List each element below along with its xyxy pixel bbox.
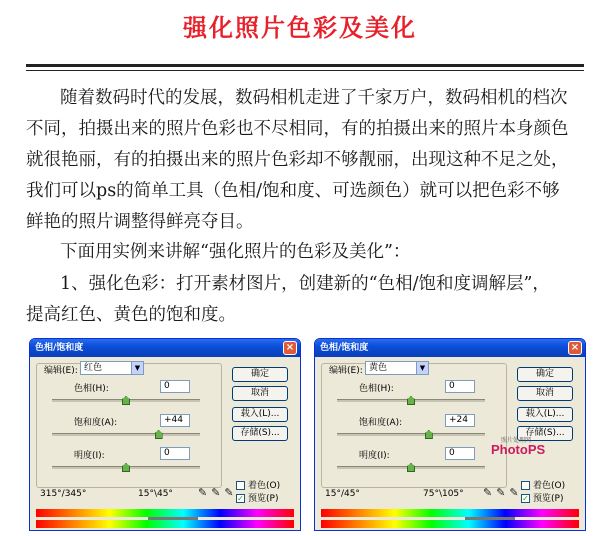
step-line: 1、强化色彩：打开素材图片，创建新的“色相/饱和度调解层”， bbox=[60, 274, 550, 294]
color-spectrum-bar bbox=[321, 509, 579, 517]
dialog-title: 色相/饱和度 bbox=[35, 343, 84, 353]
saturation-label: 饱和度(A): bbox=[359, 418, 403, 428]
step-line: 提高红色、黄色的饱和度。 bbox=[26, 305, 236, 325]
load-button[interactable]: 载入(L)... bbox=[232, 407, 288, 422]
preview-label: 预览(P) bbox=[248, 494, 279, 504]
ok-button[interactable]: 确定 bbox=[232, 367, 288, 382]
hue-label: 色相(H): bbox=[359, 384, 394, 394]
load-button[interactable]: 载入(L)... bbox=[517, 407, 573, 422]
step-paragraph bbox=[26, 269, 586, 331]
adjusted-spectrum-bar bbox=[321, 520, 579, 528]
save-button[interactable]: 存储(S)... bbox=[517, 426, 573, 441]
title-divider bbox=[26, 64, 584, 67]
hue-field[interactable]: 0 bbox=[160, 380, 190, 393]
hue-label: 色相(H): bbox=[74, 384, 109, 394]
edit-select-value: 黄色 bbox=[369, 363, 388, 373]
example-paragraph bbox=[26, 237, 586, 268]
saturation-slider-track[interactable] bbox=[52, 433, 200, 436]
edit-select[interactable] bbox=[80, 361, 144, 375]
eyedropper-icons[interactable]: ✎✎✎ bbox=[483, 486, 523, 499]
edit-label: 编辑(E): bbox=[329, 366, 363, 376]
saturation-field[interactable]: +44 bbox=[160, 414, 190, 427]
chevron-down-icon: ▼ bbox=[416, 362, 428, 374]
lightness-field[interactable]: 0 bbox=[160, 447, 190, 460]
range-right-readout: 15°\45° bbox=[138, 489, 173, 499]
dialog-titlebar[interactable] bbox=[30, 339, 300, 357]
hue-saturation-dialog-yellow bbox=[314, 338, 586, 531]
hue-saturation-dialog-red bbox=[29, 338, 301, 531]
chevron-down-icon: ▼ bbox=[131, 362, 143, 374]
save-button[interactable]: 存储(S)... bbox=[232, 426, 288, 441]
intro-line: 鲜艳的照片调整得鲜亮夺目。 bbox=[26, 212, 254, 232]
intro-line: 不同，拍摄出来的照片色彩也不尽相同，有的拍摄出来的照片本身颜色 bbox=[26, 119, 569, 139]
colorize-label: 着色(O) bbox=[533, 481, 566, 491]
dialog-titlebar[interactable] bbox=[315, 339, 585, 357]
edit-label: 编辑(E): bbox=[44, 366, 78, 376]
hue-field[interactable]: 0 bbox=[445, 380, 475, 393]
saturation-field[interactable]: +24 bbox=[445, 414, 475, 427]
ok-button[interactable]: 确定 bbox=[517, 367, 573, 382]
preview-label: 预览(P) bbox=[533, 494, 564, 504]
eyedropper-icons[interactable]: ✎✎✎ bbox=[198, 486, 238, 499]
range-left-readout: 15°/45° bbox=[325, 489, 360, 499]
intro-line: 我们可以ps的简单工具（色相/饱和度、可选颜色）就可以把色彩不够 bbox=[26, 181, 560, 201]
close-button[interactable]: × bbox=[283, 341, 297, 355]
saturation-slider-track[interactable] bbox=[337, 433, 485, 436]
colorize-checkbox[interactable] bbox=[236, 478, 280, 491]
dialog-title: 色相/饱和度 bbox=[320, 343, 369, 353]
cancel-button[interactable]: 取消 bbox=[232, 386, 288, 401]
saturation-label: 饱和度(A): bbox=[74, 418, 118, 428]
lightness-label: 明度(I): bbox=[74, 451, 105, 461]
adjusted-spectrum-bar bbox=[36, 520, 294, 528]
color-spectrum-bar bbox=[36, 509, 294, 517]
colorize-label: 着色(O) bbox=[248, 481, 281, 491]
checkmark-icon: ✓ bbox=[237, 494, 244, 503]
intro-line: 就很艳丽，有的拍摄出来的照片色彩却不够靓丽，出现这种不足之处， bbox=[26, 150, 569, 170]
intro-line: 随着数码时代的发展，数码相机走进了千家万户，数码相机的档次 bbox=[60, 88, 568, 108]
intro-paragraph bbox=[26, 83, 586, 238]
range-right-readout: 75°\105° bbox=[423, 489, 464, 499]
cancel-button[interactable]: 取消 bbox=[517, 386, 573, 401]
title-divider-thin bbox=[26, 70, 584, 71]
range-left-readout: 315°/345° bbox=[40, 489, 87, 499]
checkmark-icon: ✓ bbox=[522, 494, 529, 503]
lightness-label: 明度(I): bbox=[359, 451, 390, 461]
edit-select[interactable] bbox=[365, 361, 429, 375]
edit-select-value: 红色 bbox=[84, 363, 103, 373]
preview-checkbox[interactable] bbox=[521, 491, 563, 504]
colorize-checkbox[interactable] bbox=[521, 478, 565, 491]
close-button[interactable]: × bbox=[568, 341, 582, 355]
preview-checkbox[interactable] bbox=[236, 491, 278, 504]
lightness-field[interactable]: 0 bbox=[445, 447, 475, 460]
watermark-caption: 照片处理网 bbox=[501, 437, 532, 444]
photops-logo: PhotoPS bbox=[491, 442, 546, 457]
page-title: 强化照片色彩及美化 bbox=[183, 14, 417, 42]
example-line: 下面用实例来讲解“强化照片的色彩及美化”： bbox=[60, 242, 411, 262]
